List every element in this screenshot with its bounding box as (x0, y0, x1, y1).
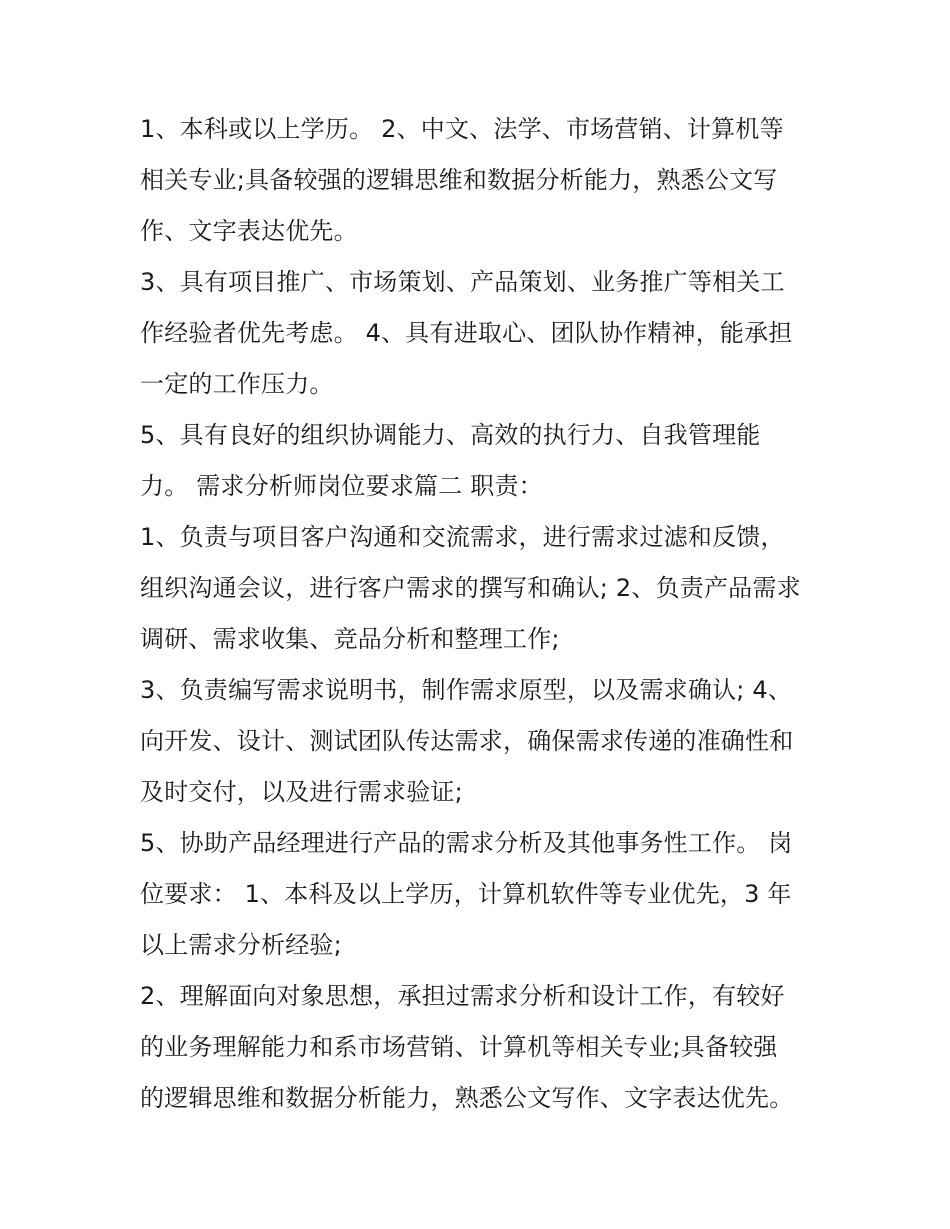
text-line: 位要求： 1、本科及以上学历，计算机软件等专业优先，3 年 (140, 880, 792, 908)
text-line: 的逻辑思维和数据分析能力，熟悉公文写作、文字表达优先。 (140, 1084, 794, 1112)
text-line: 3、负责编写需求说明书，制作需求原型，以及需求确认; 4、 (140, 676, 793, 704)
document-body (140, 104, 830, 1124)
text-line: 力。 需求分析师岗位要求篇二 职责： (140, 472, 543, 500)
text-line: 1、负责与项目客户沟通和交流需求，进行需求过滤和反馈， (140, 523, 785, 551)
text-line: 组织沟通会议，进行客户需求的撰写和确认; 2、负责产品需求 (140, 574, 801, 602)
text-line: 调研、需求收集、竞品分析和整理工作; (140, 625, 560, 653)
text-line: 3、具有项目推广、市场策划、产品策划、业务推广等相关工 (140, 268, 785, 296)
text-line: 作、文字表达优先。 (140, 217, 358, 245)
text-line: 相关专业;具备较强的逻辑思维和数据分析能力，熟悉公文写 (140, 166, 778, 194)
text-line: 以上需求分析经验; (140, 931, 342, 959)
text-line: 及时交付，以及进行需求验证; (140, 778, 463, 806)
text-line: 作经验者优先考虑。 4、具有进取心、团队协作精神，能承担 (140, 319, 793, 347)
text-line: 向开发、设计、测试团队传达需求，确保需求传递的准确性和 (140, 727, 794, 755)
text-line: 2、理解面向对象思想，承担过需求分析和设计工作，有较好 (140, 982, 785, 1010)
text-line: 5、协助产品经理进行产品的需求分析及其他事务性工作。 岗 (140, 829, 793, 857)
text-line: 1、本科或以上学历。 2、中文、法学、市场营销、计算机等 (140, 115, 784, 143)
text-line: 一定的工作压力。 (140, 370, 334, 398)
text-line: 的业务理解能力和系市场营销、计算机等相关专业;具备较强 (140, 1033, 778, 1061)
text-line: 5、具有良好的组织协调能力、高效的执行力、自我管理能 (140, 421, 761, 449)
